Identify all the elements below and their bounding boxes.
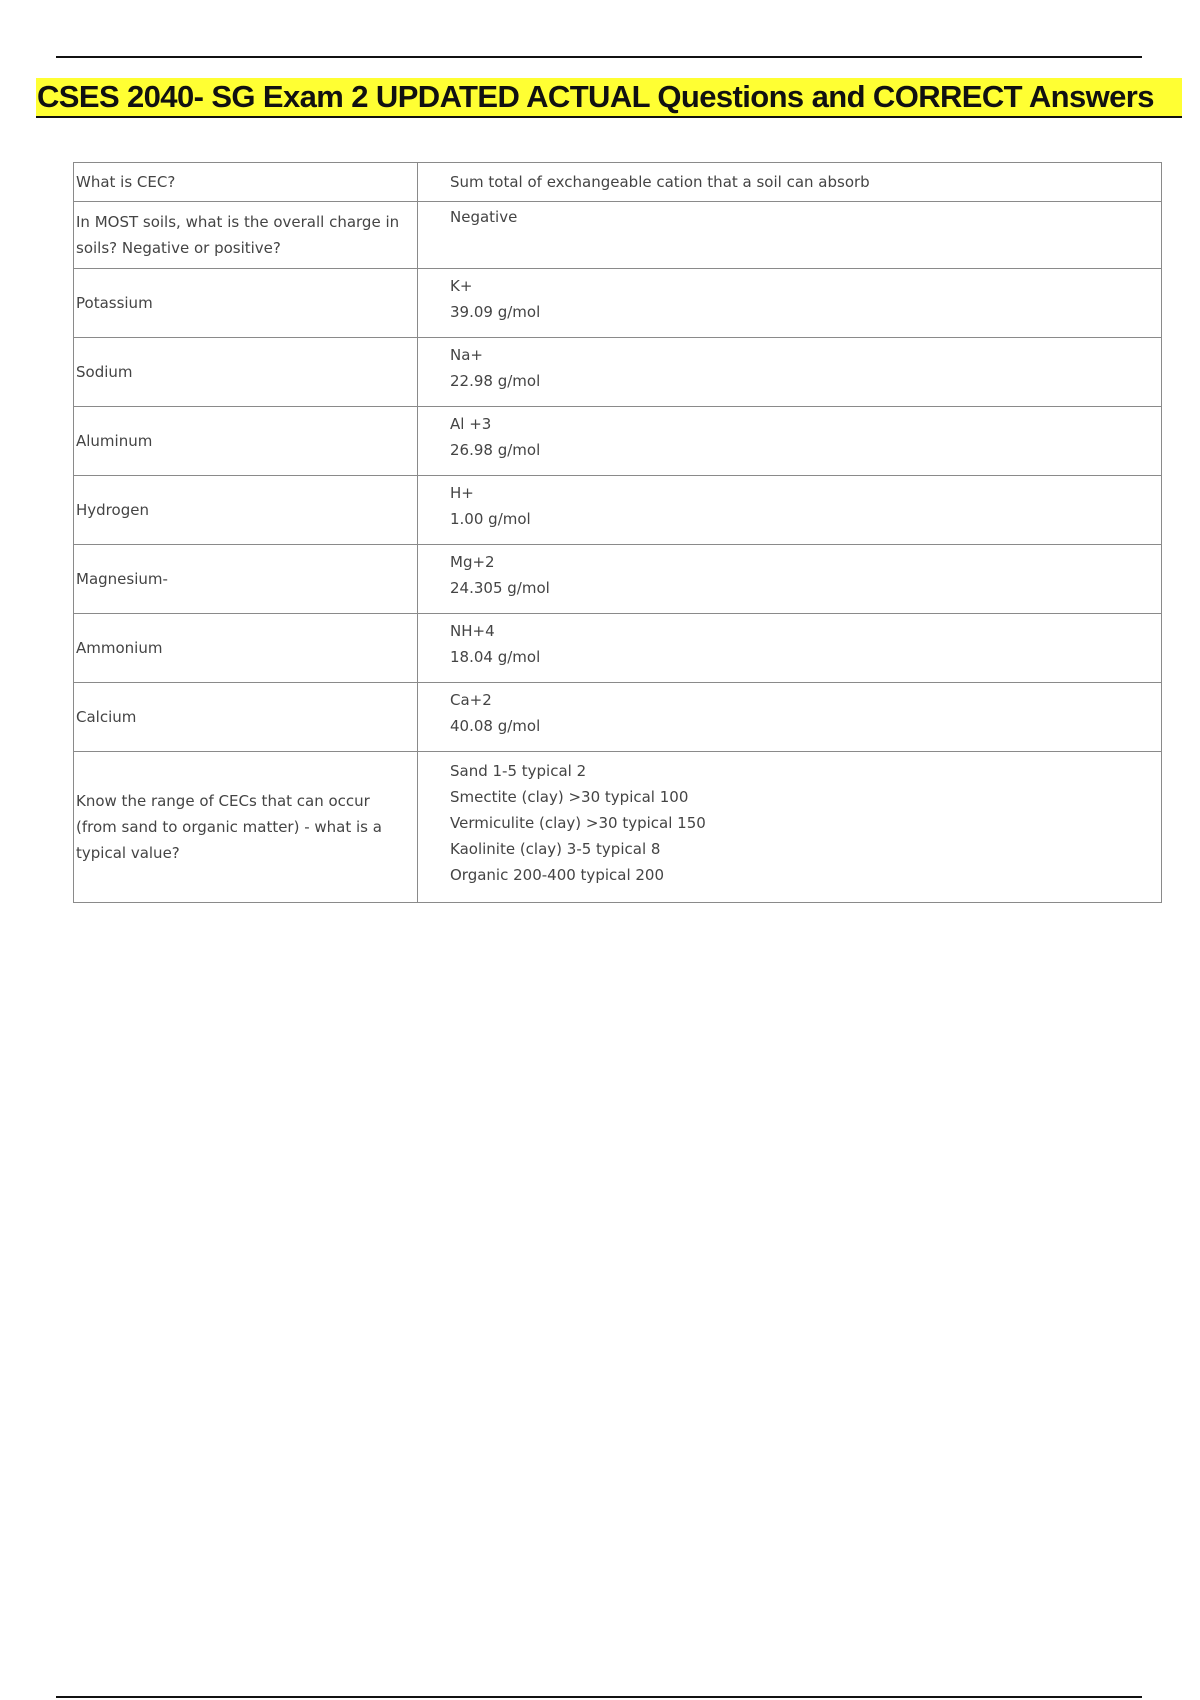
question-cell: Aluminum [74,407,418,476]
answer-cell [418,752,1162,903]
answer-line: Kaolinite (clay) 3-5 typical 8 [450,840,661,858]
answer-cell [418,545,1162,614]
answer-line: 1.00 g/mol [450,510,531,528]
answer-cell [418,476,1162,545]
question-cell: Sodium [74,338,418,407]
table-row [74,752,1162,903]
qa-table [73,162,1162,903]
answer-line: Smectite (clay) >30 typical 100 [450,788,689,806]
question-cell: Know the range of CECs that can occur (from sand to organic matter) - what is a typical value? [74,752,418,903]
table-row [74,163,1162,202]
answer-line: Vermiculite (clay) >30 typical 150 [450,814,706,832]
header-rule [56,56,1142,58]
answer-cell [418,614,1162,683]
title-banner [36,78,1182,116]
question-cell: In MOST soils, what is the overall charge in soils? Negative or positive? [74,202,418,269]
answer-line: NH+4 [450,622,495,640]
table-row [74,202,1162,269]
question-cell: Potassium [74,269,418,338]
answer-cell [418,683,1162,752]
answer-cell [418,269,1162,338]
answer-cell [418,407,1162,476]
answer-cell [418,163,1162,202]
question-cell: Magnesium- [74,545,418,614]
answer-line: 26.98 g/mol [450,441,541,459]
question-cell: Calcium [74,683,418,752]
table-row [74,545,1162,614]
answer-line: Na+ [450,346,483,364]
answer-cell [418,338,1162,407]
answer-line: 24.305 g/mol [450,579,550,597]
answer-line: Mg+2 [450,553,495,571]
answer-line: Ca+2 [450,691,492,709]
question-cell: What is CEC? [74,163,418,202]
table-row [74,338,1162,407]
table-row [74,476,1162,545]
answer-line: 40.08 g/mol [450,717,541,735]
answer-line: 39.09 g/mol [450,303,541,321]
answer-line: 18.04 g/mol [450,648,541,666]
answer-line: Sum total of exchangeable cation that a soil can absorb [450,173,870,191]
question-cell: Ammonium [74,614,418,683]
answer-cell [418,202,1162,269]
footer-rule [56,1696,1142,1698]
answer-line: Al +3 [450,415,492,433]
table-row [74,614,1162,683]
answer-line: H+ [450,484,474,502]
answer-line: Organic 200-400 typical 200 [450,866,665,884]
answer-line: 22.98 g/mol [450,372,541,390]
table-row [74,683,1162,752]
answer-line: Sand 1-5 typical 2 [450,762,587,780]
table-row [74,269,1162,338]
document-title: CSES 2040- SG Exam 2 UPDATED ACTUAL Questions and CORRECT Answers [36,78,1182,118]
question-cell: Hydrogen [74,476,418,545]
answer-line: Negative [450,208,518,226]
answer-line: K+ [450,277,473,295]
table-row [74,407,1162,476]
